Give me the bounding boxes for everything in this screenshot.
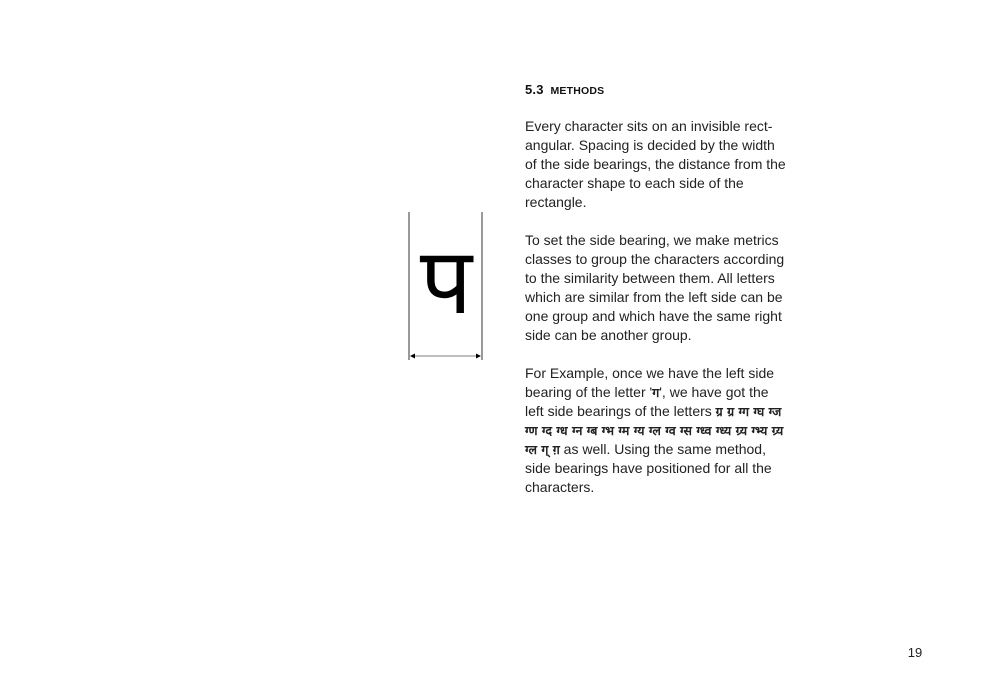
paragraph-3-mid: ', we have got the left side bearings of the letters: [525, 384, 769, 419]
page-number: 19: [907, 645, 923, 660]
sample-glyph: प: [419, 228, 473, 335]
right-arrow-head: [476, 354, 481, 359]
section-number: 5.3: [525, 82, 544, 97]
paragraph-3-outro: as well. Using the same method, side bearings have positioned for all the characters.: [525, 441, 772, 495]
left-arrow-head: [410, 354, 415, 359]
methods-section: [525, 82, 787, 516]
example-letter: ग: [652, 385, 660, 400]
section-heading: [525, 82, 787, 97]
side-bearing-figure: [400, 212, 492, 364]
section-title: METHODS: [550, 85, 605, 97]
paragraph-3-intro: For Example, once we have the left side bearing of the letter ': [525, 365, 775, 400]
paragraph-1: Every character sits on an invisible rect-angular. Spacing is decided by the width of the side bearings, the distance from the character shape to each side of the rectangle.: [525, 118, 786, 210]
example-letter-group: ग्र ग्र ग्ग ग्घ ग्ज ग्ण ग्द ग्ध ग्न ग्ब ग्भ ग्म ग्य ग्ल ग्व ग्स ग्ध्व ग्ध्य ग्र्य ग्भ्य ग्र्य ग्ल ग् ग़: [525, 404, 784, 457]
paragraph-2: To set the side bearing, we make metrics classes to group the characters according to the similarity between them. All letters which are similar from the left side can be one group and which have the same right side can be another group.: [525, 232, 785, 343]
paragraph-3: [525, 364, 787, 497]
